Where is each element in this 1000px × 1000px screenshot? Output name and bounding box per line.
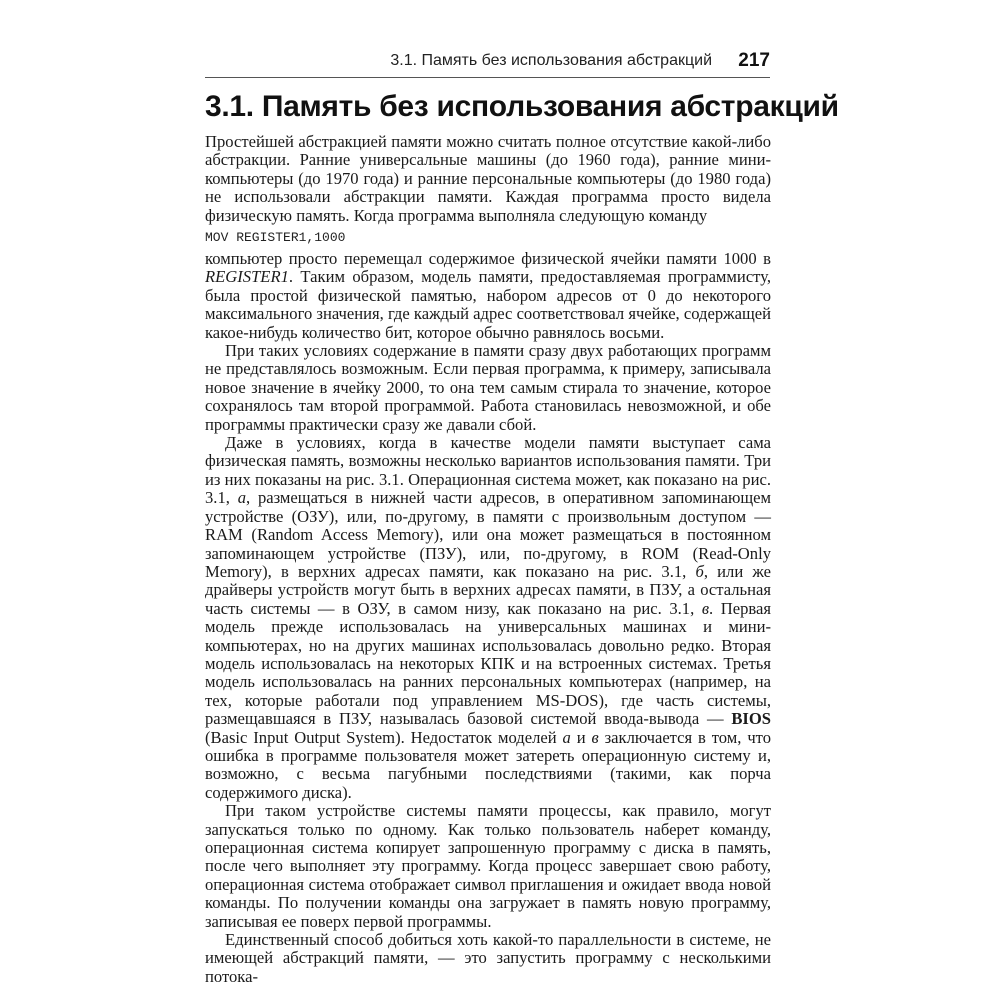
memory-models-text-b: , размещаться в нижней части адресов, в оперативном запоминающем устройстве (ОЗУ), или, по-другому, в памяти с произвольным доступом — RAM (Random Access Memory), или она может размещаться в постоянном запоминающем устройстве (ПЗУ), или, по-другому, в ROM (Read-Only Memory), в верхних адресах памяти, как показано на рис. 3.1, (205, 488, 771, 581)
paragraph-register-text-b: . Таким образом, модель памяти, предоставляемая программисту, была простой физической памятью, набором адресов от 0 до некоторого максимального значения, где каждый адрес соответствовал ячейке, содержащей какое-нибудь количество бит, которое обычно равнялось восьми. (205, 267, 771, 342)
section-title: 3.1. Память без использования абстракций (205, 90, 839, 123)
paragraph-register (205, 250, 771, 342)
figure-ref-b: б (695, 561, 704, 581)
figure-ref-a: а (237, 488, 246, 508)
header-rule (205, 77, 770, 78)
register-name: REGISTER1 (205, 267, 289, 287)
paragraph-register-text-a: компьютер просто перемещал содержимое физической ячейки памяти 1000 в (205, 249, 771, 268)
model-ref-a: а (562, 727, 571, 747)
paragraph-memory-models (205, 434, 771, 802)
paragraph-two-programs: При таких условиях содержание в памяти сразу двух работающих программ не представлялось возможным. Если первая программа, к примеру, записывала новое значение в ячейку 2000, то она тем самым стирала то значение, которое сохранялось там второй программой. Работа становилась невозможной, и обе программы практически сразу же давали сбой. (205, 341, 771, 434)
figure-ref-c: в (701, 598, 710, 618)
page-number: 217 (738, 50, 770, 71)
code-line: MOV REGISTER1,1000 (205, 230, 346, 245)
text-block-intro (205, 133, 771, 225)
paragraph-parallelism: Единственный способ добиться хоть какой-то параллельности в системе, не имеющей абстракций памяти, — это запустить программу с несколькими потока- (205, 930, 771, 986)
running-title: 3.1. Память без использования абстракций (390, 52, 712, 69)
memory-models-text-a: Даже в условиях, когда в качестве модели памяти выступает сама физическая память, возможны несколько вариантов использования памяти. Три из них показаны на рис. 3.1. Операционная система может, как показано на рис. 3.1, (205, 433, 771, 508)
memory-models-text-f: и (570, 727, 592, 747)
bios-term: BIOS (731, 709, 771, 729)
memory-models-text-g: заключается в том, что ошибка в программе пользователя может затереть операционную систему и, возможно, с весьма пагубными последствиями (такими, как порча содержимого диска). (205, 727, 771, 802)
memory-models-text-c: , или же драйверы устройств могут быть в верхних адресах памяти, в ПЗУ, а остальная часть системы — в ОЗУ, в самом низу, как показано на рис. 3.1, (205, 561, 771, 618)
memory-models-text-d: . Первая модель прежде использовалась на универсальных машинах и мини-компьютерах, но на других машинах использовалась довольно редко. Вторая модель использовалась на некоторых КПК и на встроенных системах. Третья модель использовалась на ранних персональных компьютерах (например, на тех, которые работали под управлением MS-DOS), где часть системы, размещавшаяся в ПЗУ, называлась базовой системой ввода-вывода — (205, 598, 772, 729)
running-header (205, 50, 770, 74)
paragraph-single-process: При таком устройстве системы памяти процессы, как правило, могут запускаться только по одному. Как только пользователь наберет команду, операционная система копирует запрошенную программу с диска в память, после чего выполняет эту программу. Когда процесс завершает свою работу, операционная система отображает символ приглашения и ожидает ввода новой команды. По получении команды она загружает в память новую программу, записывая ее поверх первой программы. (205, 801, 771, 931)
text-block-main (205, 250, 771, 986)
model-ref-c: в (591, 727, 599, 747)
paragraph-intro: Простейшей абстракцией памяти можно считать полное отсутствие какой-либо абстракции. Ранние универсальные машины (до 1960 года), ранние мини-компьютеры (до 1970 года) и ранние персональные компьютеры (до 1980 года) не использовали абстракции памяти. Каждая программа просто видела физическую память. Когда программа выполняла следующую команду (205, 132, 771, 225)
memory-models-text-e: (Basic Input Output System). Недостаток моделей (205, 727, 563, 747)
